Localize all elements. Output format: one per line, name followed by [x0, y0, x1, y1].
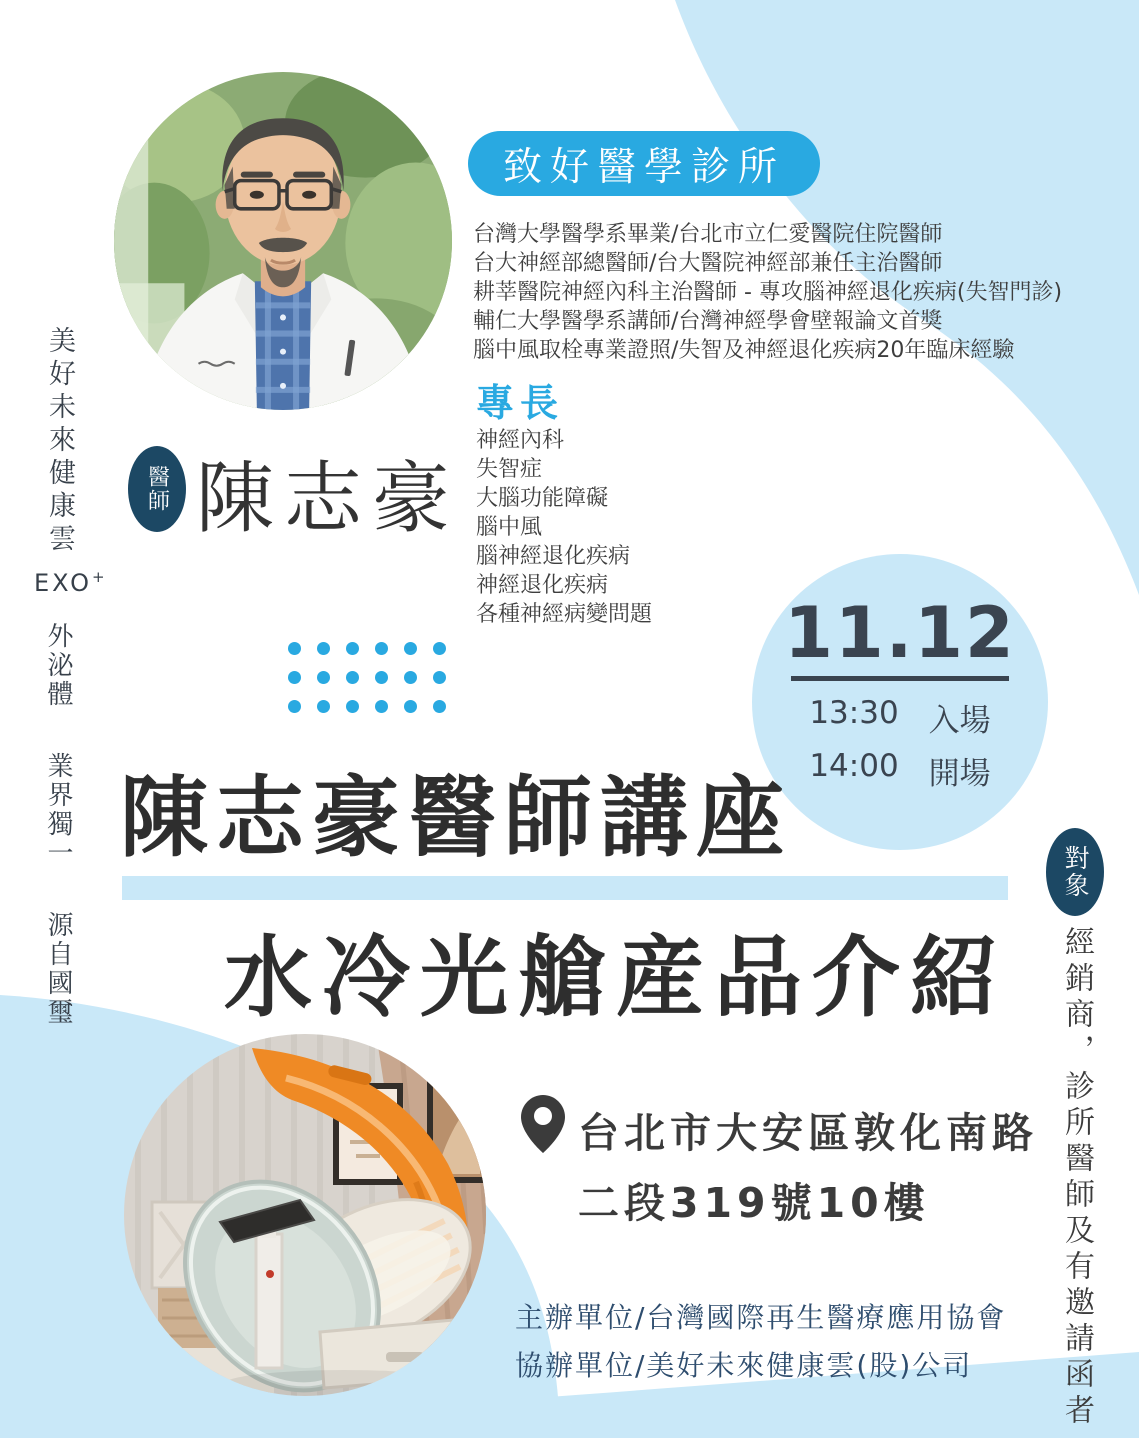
- credential-line: 耕莘醫院神經內科主治醫師 - 專攻腦神經退化疾病(失智門診): [473, 280, 1063, 305]
- specialty-item: 失智症: [476, 457, 543, 482]
- entry-label: 入場: [928, 703, 991, 739]
- specialty-item: 腦神經退化疾病: [476, 544, 631, 569]
- clinic-name-pill: [468, 131, 820, 196]
- dot: [404, 642, 417, 655]
- dot: [288, 671, 301, 684]
- dot: [404, 671, 417, 684]
- dot: [375, 700, 388, 713]
- credentials-list: [473, 220, 1062, 365]
- specialty-item: 神經退化疾病: [476, 573, 609, 598]
- dot: [375, 671, 388, 684]
- open-time-row: [809, 748, 990, 793]
- dot: [317, 700, 330, 713]
- dot: [288, 642, 301, 655]
- doctor-photo: [114, 72, 452, 410]
- address-line2: 二段319號10樓: [578, 1179, 930, 1227]
- date-underline: [791, 676, 1009, 681]
- clinic-name: 致好醫學診所: [502, 144, 785, 190]
- dot: [346, 642, 359, 655]
- event-date: 11.12: [784, 592, 1016, 674]
- doctor-portrait-illustration: [114, 72, 452, 410]
- audience-badge-label: 對象: [1061, 845, 1090, 899]
- doctor-role-badge: [128, 446, 186, 532]
- credential-line: 台灣大學醫學系畢業/台北市立仁愛醫院住院醫師: [473, 222, 943, 247]
- location-pin-icon: [520, 1094, 566, 1154]
- doctor-role-label: 醫師: [144, 465, 170, 513]
- address-line1: 台北市大安區敦化南路: [578, 1109, 1038, 1157]
- exo-plus: +: [91, 568, 108, 586]
- dot: [433, 671, 446, 684]
- sub-title: 水冷光艙産品介紹: [223, 931, 1008, 1028]
- specialty-item: 腦中風: [476, 515, 543, 540]
- credential-line: 腦中風取栓專業證照/失智及神經退化疾病20年臨床經驗: [473, 338, 1015, 363]
- dot: [288, 700, 301, 713]
- brand-vertical-text: 美好未來健康雲: [44, 326, 75, 557]
- device-photo: [124, 1034, 486, 1396]
- dot: [375, 642, 388, 655]
- open-time: 14:00: [809, 748, 899, 784]
- audience-badge: [1046, 828, 1104, 916]
- specialty-item: 各種神經病變問題: [476, 602, 653, 627]
- capsule-device-illustration: [124, 1034, 486, 1396]
- specialty-heading: 專長: [476, 381, 565, 425]
- dot: [404, 700, 417, 713]
- specialty-item: 大腦功能障礙: [476, 486, 609, 511]
- host-organizer: 主辦單位/台灣國際再生醫療應用協會: [515, 1301, 1007, 1334]
- credential-line: 輔仁大學醫學系講師/台灣神經學會壁報論文首獎: [473, 309, 943, 334]
- dot: [317, 671, 330, 684]
- specialty-list: [476, 426, 652, 629]
- dot: [346, 700, 359, 713]
- exo-text: EXO: [34, 569, 92, 597]
- date-circle: [752, 554, 1048, 850]
- tagline-vertical-text: 外泌體 業界獨一 源自國璽: [43, 622, 73, 1027]
- co-organizer: 協辦單位/美好未來健康雲(股)公司: [515, 1349, 973, 1382]
- divider-bar: [122, 876, 1008, 900]
- dot: [433, 700, 446, 713]
- audience-description: 經銷商，診所醫師及有邀請函者: [1059, 926, 1094, 1430]
- doctor-name: 陳志豪: [196, 454, 461, 544]
- open-label: 開場: [928, 756, 991, 792]
- dots-pattern: [288, 642, 446, 713]
- dot: [433, 642, 446, 655]
- exo-label: [34, 568, 108, 597]
- credential-line: 台大神經部總醫師/台大醫院神經部兼任主治醫師: [473, 251, 943, 276]
- main-title: 陳志豪醫師講座: [120, 771, 793, 868]
- dot: [317, 642, 330, 655]
- entry-time-row: [809, 695, 990, 740]
- specialty-item: 神經內科: [476, 428, 565, 453]
- dot: [346, 671, 359, 684]
- entry-time: 13:30: [809, 695, 899, 731]
